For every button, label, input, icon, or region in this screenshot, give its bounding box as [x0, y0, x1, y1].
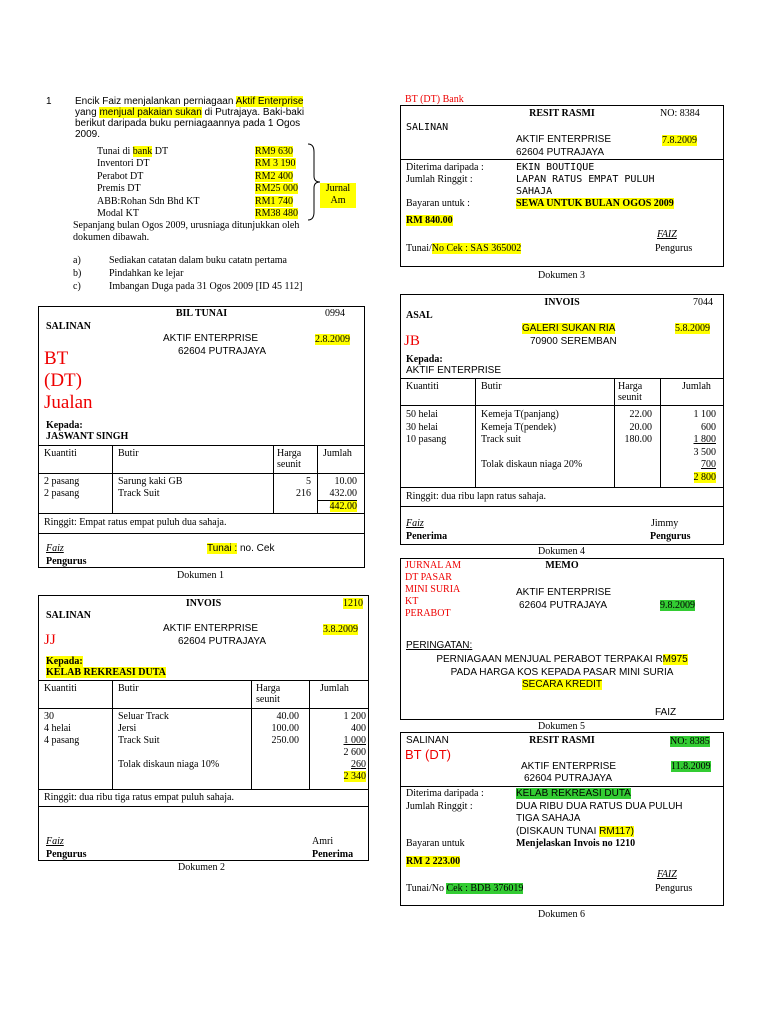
doc4-header-qty: Kuantiti	[406, 381, 439, 392]
doc2-header-price: Harga seunit	[256, 683, 281, 705]
table-cell: 22.00	[629, 409, 652, 420]
doc2-header-total: Jumlah	[320, 683, 349, 694]
doc3-labels: Diterima daripada : Jumlah Ringgit : Bayaran untuk :	[406, 162, 484, 209]
task-list	[73, 254, 302, 293]
doc3-values: EKIN BOUTIQUE LAPAN RATUS EMPAT PULUH SAHAJA SEWA UNTUK BULAN OGOS 2009	[516, 162, 674, 209]
table-cell: Jersi	[118, 723, 137, 734]
doc3-payment: Tunai/No Cek : SAS 365002	[406, 243, 522, 254]
doc1-number: 0994	[325, 308, 345, 319]
doc6-signature-title: Pengurus	[655, 883, 693, 894]
doc4-header-item: Butir	[481, 381, 502, 392]
doc3-signature-title: Pengurus	[655, 243, 693, 254]
doc2-col-qty	[44, 711, 79, 747]
table-cell: 40.00	[276, 711, 299, 722]
doc5-posting-note: JURNAL AM DT PASAR MINI SURIA KT PERABOT	[405, 560, 462, 619]
doc2-receiver-title: Penerima	[312, 849, 354, 860]
doc6-number: NO: 8385	[670, 736, 710, 747]
doc2-discount: 260	[351, 759, 366, 770]
doc6-signature: FAIZ	[657, 869, 677, 880]
table-cell: 2 pasang	[44, 488, 80, 499]
doc4-caption: Dokumen 4	[538, 546, 585, 557]
table-cell: 1 200	[343, 711, 366, 722]
doc6-caption: Dokumen 6	[538, 909, 585, 920]
balance-row: Modal KT	[97, 208, 139, 220]
doc2-receiver: Amri	[312, 836, 334, 847]
doc5-address: 62604 PUTRAJAYA	[519, 600, 608, 611]
table-cell: Kemeja T(panjang)	[481, 409, 559, 420]
task-item: a) Sediakan catatan dalam buku catatn pertama	[73, 255, 287, 266]
table-cell: Seluar Track	[118, 711, 169, 722]
doc4-header-total: Jumlah	[682, 381, 711, 392]
doc5-date: 9.8.2009	[660, 600, 695, 611]
balance-row: Perabot DT	[97, 170, 144, 182]
doc5-body: PERNIAGAAN MENJUAL PERABOT TERPAKAI RM975 PADA HARGA KOS KEPADA PASAR MINI SURIA SECARA KREDIT	[436, 654, 688, 690]
balance-row: Inventori DT	[97, 158, 150, 170]
doc2-grand-total: 2 340	[343, 771, 366, 782]
brace-icon	[306, 142, 322, 222]
doc4-number: 7044	[693, 297, 713, 308]
doc2-copy-label: SALINAN	[46, 610, 92, 621]
doc3-title: RESIT RASMI	[529, 108, 595, 119]
table-cell: 20.00	[629, 421, 652, 433]
table-cell: 432.00	[317, 488, 357, 501]
doc6-title: RESIT RASMI	[529, 735, 595, 746]
table-cell: 180.00	[624, 434, 652, 445]
doc6-amount: RM 2 223.00	[406, 856, 461, 867]
balance-row: Tunai di bank DT	[97, 146, 169, 157]
doc4-discount-label: Tolak diskaun niaga 20%	[481, 459, 583, 470]
doc2-posting-note: JJ	[44, 632, 56, 648]
doc3-number: NO: 8384	[660, 108, 700, 119]
doc2-header-item: Butir	[118, 683, 139, 694]
doc6-posting-note: BT (DT)	[405, 747, 451, 762]
doc2-col-total	[309, 711, 366, 783]
doc4-col-item	[481, 409, 582, 472]
doc1-copy-label: SALINAN	[46, 321, 92, 332]
doc4-col-qty	[406, 409, 446, 447]
doc4-grand-total: 2 800	[693, 471, 716, 483]
doc2-number: 1210	[343, 598, 363, 609]
doc1-amount-words: Ringgit: Empat ratus empat puluh dua sahaja.	[44, 517, 227, 528]
table-cell: 30	[44, 711, 54, 722]
table-cell: 216	[296, 488, 311, 499]
doc6-address: 62604 PUTRAJAYA	[524, 773, 613, 784]
doc1-col-qty	[44, 476, 79, 500]
doc3-company: AKTIF ENTERPRISE	[516, 134, 612, 145]
doc2-header-qty: Kuantiti	[44, 683, 77, 694]
table-cell: Kemeja T(pendek)	[481, 421, 557, 433]
doc4-header-price: Harga seunit	[618, 381, 643, 403]
doc3-caption: Dokumen 3	[538, 270, 585, 281]
doc6-company: AKTIF ENTERPRISE	[521, 761, 617, 772]
doc3-copy-label: SALINAN	[406, 122, 449, 133]
table-cell: 250.00	[271, 735, 299, 746]
doc2-title: INVOIS	[185, 598, 222, 609]
doc1-customer: Kepada: JASWANT SINGH	[46, 420, 129, 442]
table-cell: Sarung kaki GB	[118, 476, 183, 487]
table-cell: 4 helai	[44, 723, 71, 734]
table-cell: 1 800	[693, 434, 716, 445]
doc4-signature-title: Penerima	[406, 531, 448, 542]
doc5-caption: Dokumen 5	[538, 721, 585, 732]
table-cell: 4 pasang	[44, 735, 80, 746]
balance-row: Premis DT	[97, 183, 141, 195]
task-item: c) Imbangan Duga pada 31 Ogos 2009 [ID 45 112]	[73, 281, 303, 292]
table-cell: 10 pasang	[406, 434, 447, 445]
doc3-posting-note: BT (DT) Bank	[405, 94, 464, 105]
doc1-address: 62604 PUTRAJAYA	[178, 346, 267, 357]
doc2-customer: Kepada: KELAB REKREASI DUTA	[46, 656, 166, 678]
doc4-discount: 700	[701, 459, 716, 470]
doc4-title: INVOIS	[544, 297, 580, 308]
table-cell: 50 helai	[406, 409, 438, 420]
doc1-col-item	[118, 476, 182, 500]
table-cell: 1 000	[343, 735, 366, 746]
doc4-receiver: Jimmy	[651, 518, 679, 529]
table-cell: 600	[701, 421, 716, 433]
doc1-signature: Faiz	[46, 543, 64, 554]
doc2-company: AKTIF ENTERPRISE	[163, 623, 259, 634]
doc1-grand-total: 442.00	[329, 501, 357, 512]
doc1-title: BIL TUNAI	[175, 308, 228, 319]
doc1-company: AKTIF ENTERPRISE	[163, 333, 259, 344]
task-item: b) Pindahkan ke lejar	[73, 268, 184, 279]
doc2-address: 62604 PUTRAJAYA	[178, 636, 267, 647]
doc3-address: 62604 PUTRAJAYA	[516, 147, 605, 158]
doc2-caption: Dokumen 2	[178, 862, 225, 873]
doc4-receiver-title: Pengurus	[650, 531, 691, 542]
doc2-subtotal: 2 600	[343, 747, 366, 758]
doc1-date: 2.8.2009	[315, 334, 350, 345]
doc2-signature: Faiz	[46, 836, 64, 847]
doc2-col-item	[118, 711, 219, 771]
doc1-signature-title: Pengurus	[46, 556, 87, 567]
doc6-date: 11.8.2009	[671, 761, 711, 772]
doc2-date: 3.8.2009	[323, 624, 358, 635]
doc4-col-total	[660, 409, 716, 484]
doc1-header-qty: Kuantiti	[44, 448, 77, 459]
doc4-company: GALERI SUKAN RIA	[522, 323, 616, 334]
doc4-date: 5.8.2009	[675, 323, 710, 334]
doc5-company: AKTIF ENTERPRISE	[516, 587, 612, 598]
doc4-col-price	[614, 409, 652, 447]
doc6-values: KELAB REKREASI DUTA DUA RIBU DUA RATUS DUA PULUH TIGA SAHAJA (DISKAUN TUNAI RM117) Menjelaskan Invois no 1210	[516, 788, 683, 849]
doc4-signature: Faiz	[406, 518, 424, 529]
doc1-header-price: Harga seunit	[277, 448, 302, 470]
doc3-signature: FAIZ	[657, 229, 677, 240]
table-cell: 100.00	[271, 723, 299, 734]
table-cell: 400	[351, 723, 366, 734]
doc1-header-total: Jumlah	[323, 448, 352, 459]
balances-list	[97, 146, 200, 220]
doc1-col-price	[273, 476, 311, 500]
doc1-caption: Dokumen 1	[177, 570, 224, 581]
doc4-customer: Kepada: AKTIF ENTERPRISE	[406, 354, 502, 376]
table-cell: 2 pasang	[44, 476, 80, 487]
balance-row: ABB:Rohan Sdn Bhd KT	[97, 195, 200, 207]
doc2-signature-title: Pengurus	[46, 849, 87, 860]
doc1-payment: Tunai : no. Cek	[207, 543, 275, 554]
doc6-payment: Tunai/No Cek : BDB 376019	[406, 883, 524, 894]
table-cell: Track Suit	[118, 735, 160, 746]
doc1-col-total	[317, 476, 357, 513]
doc2-col-price	[251, 711, 299, 747]
doc5-signature: FAIZ	[655, 707, 677, 718]
doc6-labels: Diterima daripada : Jumlah Ringgit : Bayaran untuk	[406, 788, 484, 849]
table-cell: Track suit	[481, 434, 521, 445]
doc3-date: 7.8.2009	[662, 135, 697, 146]
doc1-header-item: Butir	[118, 448, 139, 459]
jurnal-am-label: Jurnal Am	[320, 183, 356, 208]
question-paragraph: Encik Faiz menjalankan perniagaan Aktif Enterprise yang menjual pakaian sukan di Putrajaya. Baki-baki berikut daripada buku perniagaannya pada 1 Ogos 2009.	[75, 96, 305, 140]
table-cell: 30 helai	[406, 421, 438, 433]
question-number: 1	[46, 96, 52, 107]
doc2-amount-words: Ringgit: dua ribu tiga ratus empat puluh sahaja.	[44, 792, 234, 803]
question-intro: Sepanjang bulan Ogos 2009, urusniaga ditunjukkan oleh dokumen dibawah.	[73, 220, 300, 243]
table-cell: 10.00	[334, 476, 357, 487]
doc6-copy-label: SALINAN	[406, 735, 449, 746]
doc5-heading: PERINGATAN:	[406, 640, 473, 651]
doc4-copy-label: ASAL	[406, 310, 433, 321]
doc2-discount-label: Tolak diskaun niaga 10%	[118, 759, 220, 770]
doc4-posting-note: JB	[404, 333, 420, 349]
doc1-posting-note: BT (DT) Jualan	[44, 348, 93, 413]
doc5-title: MEMO	[545, 560, 579, 571]
doc3-amount: RM 840.00	[406, 215, 453, 226]
table-cell: 5	[306, 476, 311, 487]
table-cell: Track Suit	[118, 488, 160, 499]
doc4-address: 70900 SEREMBAN	[530, 336, 617, 347]
doc4-subtotal: 3 500	[693, 446, 716, 458]
balances-amounts: RM9 630 RM 3 190 RM2 400 RM25 000 RM1 740 RM38 480	[255, 146, 299, 220]
doc4-amount-words: Ringgit: dua ribu lapn ratus sahaja.	[406, 491, 546, 502]
table-cell: 1 100	[693, 409, 716, 420]
